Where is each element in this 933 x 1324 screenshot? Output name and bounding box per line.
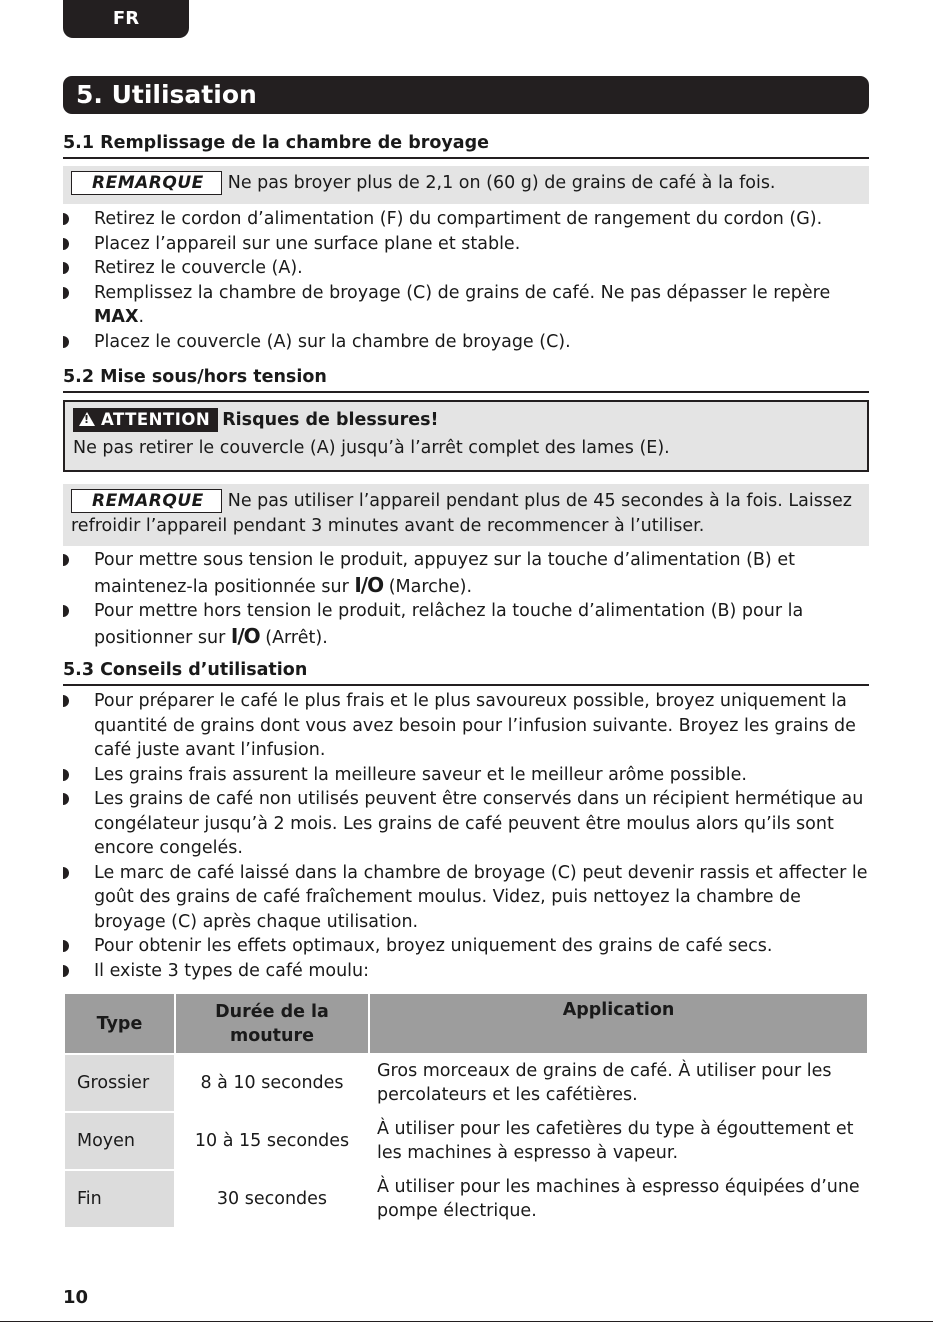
note-label: REMARQUE xyxy=(71,171,222,195)
table-cell: À utiliser pour les cafetières du type à égouttement et les machines à espresso à vapeur. xyxy=(377,1119,854,1163)
list-item: Retirez le couvercle (A). xyxy=(63,256,869,281)
table-header-cell: Application xyxy=(370,994,867,1053)
note-box-5-1 xyxy=(63,166,869,204)
bullet-icon xyxy=(63,867,69,879)
table-cell: 30 secondes xyxy=(216,1189,328,1209)
bullet-icon xyxy=(63,605,69,617)
table-cell: 8 à 10 secondes xyxy=(200,1073,344,1093)
warning-text: Ne pas retirer le couvercle (A) jusqu’à l’arrêt complet des lames (E). xyxy=(73,438,670,458)
note-text: Ne pas broyer plus de 2,1 on (60 g) de grains de café à la fois. xyxy=(227,173,776,193)
list-item: Retirez le cordon d’alimentation (F) du compartiment de rangement du cordon (G). xyxy=(63,207,869,232)
list-item: Pour mettre sous tension le produit, appuyez sur la touche d’alimentation (B) et maintenez-la positionnée sur I/O (Marche). xyxy=(63,548,869,599)
section-title: 5. Utilisation xyxy=(63,76,869,114)
list-item: Remplissez la chambre de broyage (C) de grains de café. Ne pas dépasser le repère MAX. xyxy=(63,281,869,330)
list-item: Pour mettre hors tension le produit, relâchez la touche d’alimentation (B) pour la positionner sur I/O (Arrêt). xyxy=(63,599,869,650)
table-cell: 10 à 15 secondes xyxy=(194,1131,350,1151)
warning-heading: Risques de blessures! xyxy=(222,410,439,430)
bullet-icon xyxy=(63,940,69,952)
power-io-icon: I/O xyxy=(230,623,260,648)
bullet-icon xyxy=(63,238,69,250)
note-label: REMARQUE xyxy=(71,489,222,513)
table-cell: Moyen xyxy=(65,1113,174,1169)
max-mark: MAX xyxy=(94,307,139,327)
list-item: Placez l’appareil sur une surface plane et stable. xyxy=(63,232,869,257)
table-cell: Grossier xyxy=(65,1055,174,1111)
grind-types-table xyxy=(63,992,869,1229)
list-item: Pour obtenir les effets optimaux, broyez uniquement des grains de café secs. xyxy=(63,934,869,959)
list-item: Le marc de café laissé dans la chambre de broyage (C) peut devenir rassis et affecter le goût des grains de café fraîchement moulus. Videz, puis nettoyez la chambre de broyage (C) après chaque utilisation. xyxy=(63,861,869,935)
subsection-title-5-2: 5.2 Mise sous/hors tension xyxy=(63,366,869,393)
bullet-icon xyxy=(63,336,69,348)
bullet-icon xyxy=(63,965,69,977)
list-item: Placez le couvercle (A) sur la chambre de broyage (C). xyxy=(63,330,869,355)
list-item: Les grains frais assurent la meilleure saveur et le meilleur arôme possible. xyxy=(63,763,869,788)
list-item: Les grains de café non utilisés peuvent être conservés dans un récipient hermétique au congélateur jusqu’à 2 mois. Les grains de café peuvent être moulus alors qu’ils sont encore congelés. xyxy=(63,787,869,861)
bottom-rule xyxy=(0,1321,933,1322)
list-item: Il existe 3 types de café moulu: xyxy=(63,959,869,984)
power-io-icon: I/O xyxy=(354,572,384,597)
bullet-icon xyxy=(63,769,69,781)
bullet-list-5-2 xyxy=(63,548,869,650)
table-row xyxy=(65,1171,867,1227)
list-item: Pour préparer le café le plus frais et le plus savoureux possible, broyez uniquement la quantité de grains dont vous avez besoin pour l’infusion suivante. Broyez les grains de café juste avant l’infusion. xyxy=(63,689,869,763)
warning-triangle-icon xyxy=(79,412,95,426)
table-header-cell: Durée de la mouture xyxy=(176,994,368,1053)
bullet-list-5-1 xyxy=(63,207,869,354)
bullet-list-5-3 xyxy=(63,689,869,983)
table-header-row xyxy=(65,994,867,1053)
table-row xyxy=(65,1113,867,1169)
bullet-icon xyxy=(63,695,69,707)
table-row xyxy=(65,1055,867,1111)
bullet-icon xyxy=(63,793,69,805)
note-box-5-2 xyxy=(63,484,869,546)
table-cell: À utiliser pour les machines à espresso équipées d’une pompe électrique. xyxy=(377,1177,860,1221)
bullet-icon xyxy=(63,287,69,299)
bullet-icon xyxy=(63,554,69,566)
subsection-title-5-3: 5.3 Conseils d’utilisation xyxy=(63,659,869,686)
note-text: Ne pas utiliser l’appareil pendant plus de 45 secondes à la fois. Laissez refroidir l’appareil pendant 3 minutes avant de recommencer à l’utiliser. xyxy=(71,491,852,536)
warning-box xyxy=(63,400,869,472)
table-cell: Gros morceaux de grains de café. À utiliser pour les percolateurs et les cafétières. xyxy=(377,1061,832,1105)
subsection-title-5-1: 5.1 Remplissage de la chambre de broyage xyxy=(63,132,869,159)
table-cell: Fin xyxy=(65,1171,174,1227)
language-tab: FR xyxy=(63,0,189,38)
page-number: 10 xyxy=(63,1287,89,1308)
bullet-icon xyxy=(63,213,69,225)
table-header-cell: Type xyxy=(65,994,174,1053)
bullet-icon xyxy=(63,262,69,274)
warning-label: !ATTENTION xyxy=(73,408,218,432)
